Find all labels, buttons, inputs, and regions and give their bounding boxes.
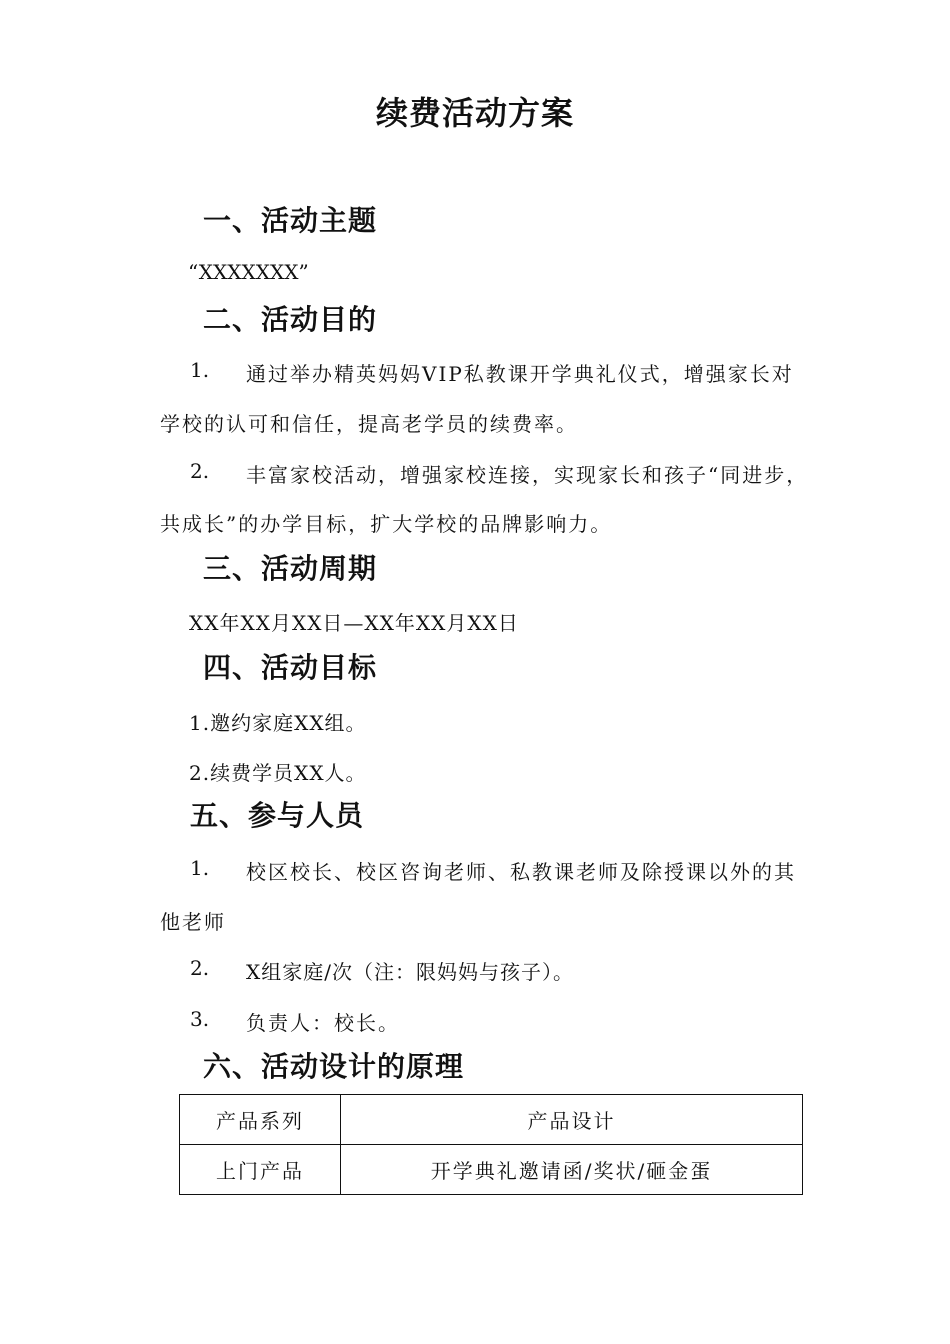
participants-item-1-number: 1. xyxy=(190,856,210,880)
goal-item-1: 1.邀约家庭XX组。 xyxy=(189,711,367,735)
section-heading-design-principle: 六、活动设计的原理 xyxy=(203,1050,465,1083)
purpose-item-2-number: 2. xyxy=(190,459,210,483)
participants-item-3-number: 3. xyxy=(190,1007,210,1031)
section-heading-purpose: 二、活动目的 xyxy=(203,303,378,336)
participants-item-2-number: 2. xyxy=(190,956,210,980)
section-heading-period: 三、活动周期 xyxy=(203,552,378,585)
participants-item-1-line-2: 他老师 xyxy=(160,910,226,934)
document-title: 续费活动方案 xyxy=(375,94,574,132)
goal-item-2: 2.续费学员XX人。 xyxy=(189,761,367,785)
theme-text: “XXXXXXX” xyxy=(188,260,309,284)
table-row xyxy=(180,1145,803,1195)
purpose-item-2-line-1: 丰富家校活动，增强家校连接，实现家长和孩子“同进步， xyxy=(246,463,809,487)
table-header-cell: 产品系列 xyxy=(180,1095,341,1145)
table-header-row xyxy=(180,1095,803,1145)
table-cell: 上门产品 xyxy=(180,1145,341,1195)
period-text: XX年XX月XX日—XX年XX月XX日 xyxy=(189,611,519,635)
section-heading-theme: 一、活动主题 xyxy=(203,204,378,237)
participants-item-3-text: 负责人：校长。 xyxy=(246,1011,400,1035)
section-heading-participants: 五、参与人员 xyxy=(190,799,365,832)
product-design-table xyxy=(179,1094,803,1195)
participants-item-1-line-1: 校区校长、校区咨询老师、私教课老师及除授课以外的其 xyxy=(246,860,796,884)
purpose-item-1-line-1: 通过举办精英妈妈VIP私教课开学典礼仪式，增强家长对 xyxy=(246,362,794,386)
participants-item-2-text: X组家庭/次（注：限妈妈与孩子）。 xyxy=(246,960,574,984)
section-heading-goals: 四、活动目标 xyxy=(203,651,378,684)
purpose-item-1-number: 1. xyxy=(190,358,210,382)
purpose-item-2-line-2: 共成长”的办学目标，扩大学校的品牌影响力。 xyxy=(160,512,613,536)
purpose-item-1-line-2: 学校的认可和信任，提高老学员的续费率。 xyxy=(160,412,578,436)
table-header-cell: 产品设计 xyxy=(341,1095,803,1145)
table-cell: 开学典礼邀请函/奖状/砸金蛋 xyxy=(341,1145,803,1195)
